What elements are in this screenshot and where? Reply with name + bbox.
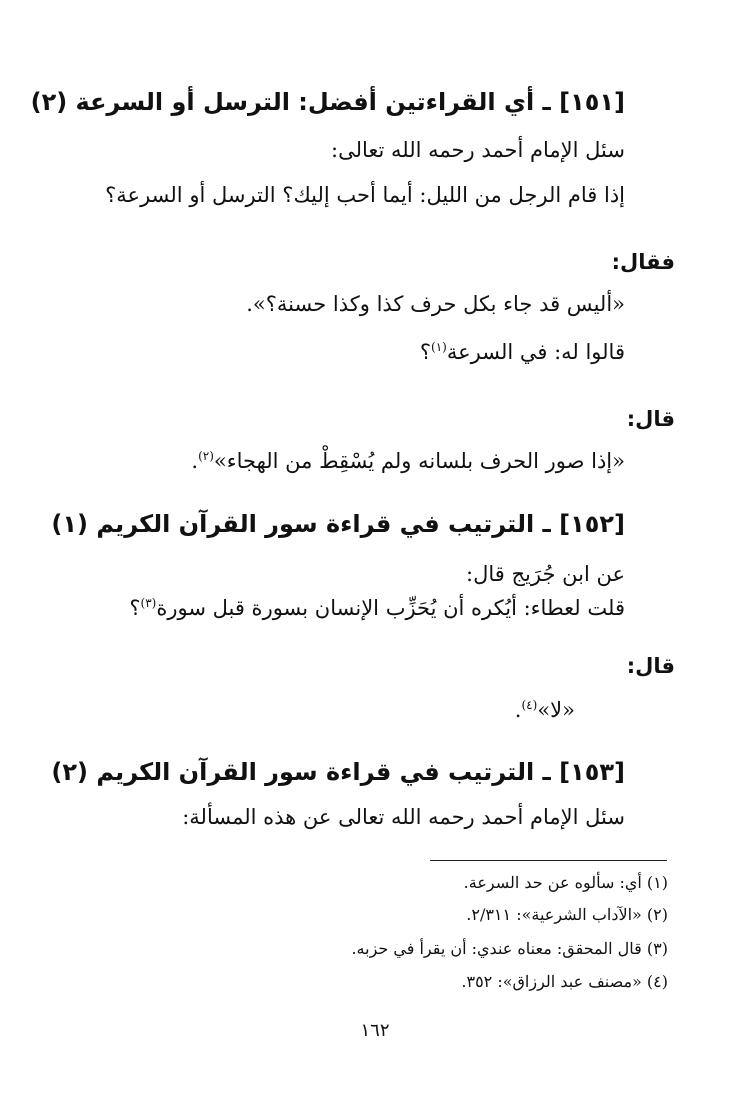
quote-tail: . <box>191 449 199 473</box>
footnote-ref-1: (١) <box>431 340 447 354</box>
reply-text: قالوا له: في السرعة <box>446 340 625 364</box>
quote-alaysa: «أليس قد جاء بكل حرف كذا وكذا حسنة؟». <box>246 292 625 316</box>
section-151-heading: [١٥١] ـ أي القراءتين أفضل: الترسل أو السرعة (٢) <box>30 88 625 116</box>
footnote-2: (٢) «الآداب الشرعية»: ٢/٣١١. <box>466 905 668 924</box>
section-151-line-2: إذا قام الرجل من الليل: أيما أحب إليك؟ الترسل أو السرعة؟ <box>105 183 625 207</box>
quote-text: «إذا صور الحرف بلسانه ولم يُسْقِطْ من الهجاء» <box>213 449 625 473</box>
label-qal-2: قال: <box>626 654 675 678</box>
section-153-heading: [١٥٣] ـ الترتيب في قراءة سور القرآن الكريم (٢) <box>51 758 625 786</box>
footnote-3: (٣) قال المحقق: معناه عندي: أن يقرأ في حزبه. <box>351 939 668 958</box>
section-152-line-1: عن ابن جُرَيج قال: <box>466 562 625 586</box>
question-tail: ؟ <box>129 596 141 620</box>
section-151-reply <box>420 340 625 364</box>
quote-idha-sawwara <box>191 449 625 473</box>
section-151-line-1: سئل الإمام أحمد رحمه الله تعالى: <box>331 138 625 162</box>
footnote-4: (٤) «مصنف عبد الرزاق»: ٣٥٢. <box>461 972 668 991</box>
question-text: قلت لعطاء: أيُكره أن يُحَزِّب الإنسان بسورة قبل سورة <box>156 596 625 620</box>
reply-tail: ؟ <box>419 340 431 364</box>
footnote-divider <box>430 860 667 861</box>
footnote-1: (١) أي: سألوه عن حد السرعة. <box>463 873 668 892</box>
page-number: ١٦٢ <box>360 1020 390 1041</box>
section-152-heading: [١٥٢] ـ الترتيب في قراءة سور القرآن الكريم (١) <box>51 510 625 538</box>
footnote-ref-2: (٢) <box>198 449 214 463</box>
footnote-ref-4: (٤) <box>521 698 538 712</box>
la-tail: . <box>514 698 522 722</box>
la-text: «لا» <box>537 698 575 722</box>
quote-la <box>515 698 575 722</box>
section-152-line-2 <box>129 596 625 620</box>
section-153-line-1: سئل الإمام أحمد رحمه الله تعالى عن هذه المسألة: <box>182 805 625 829</box>
label-faqal: فقال: <box>611 250 675 274</box>
label-qal-1: قال: <box>626 407 675 431</box>
footnote-ref-3: (٣) <box>140 596 157 610</box>
